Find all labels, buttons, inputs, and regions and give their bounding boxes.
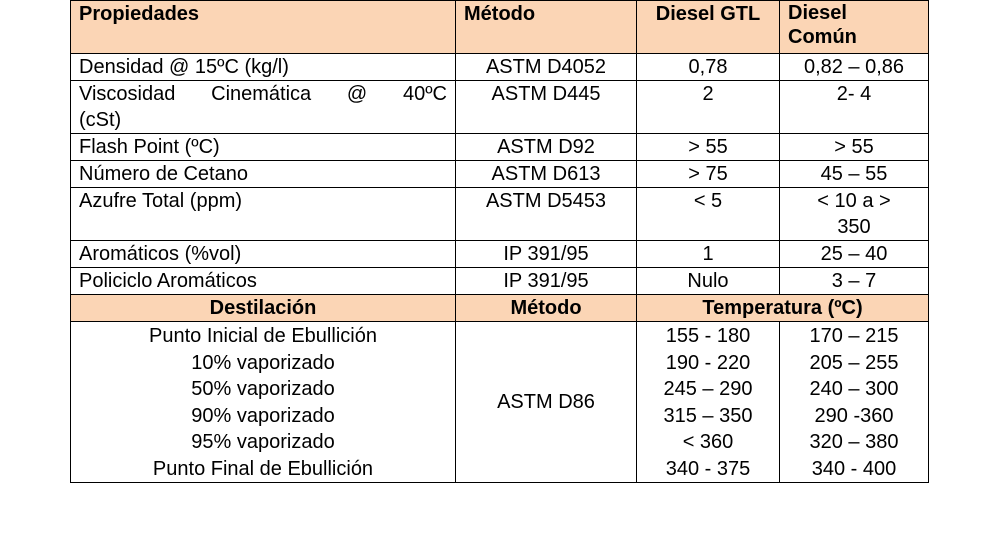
method-cell: ASTM D613	[456, 161, 637, 188]
distillation-gtl-value: 245 – 290	[663, 378, 753, 400]
method-cell: IP 391/95	[456, 241, 637, 268]
table-row	[71, 241, 929, 268]
gtl-value-cell: 2	[637, 81, 780, 134]
method-cell: ASTM D5453	[456, 188, 637, 241]
table-row	[71, 54, 929, 81]
distillation-comun-value: 240 – 300	[809, 378, 899, 400]
method-cell: ASTM D445	[456, 81, 637, 134]
table-row	[71, 81, 929, 134]
distillation-comun-value: 205 – 255	[809, 351, 899, 374]
gtl-value-cell: 0,78	[637, 54, 780, 81]
distillation-point-label: 95% vaporizado	[191, 431, 335, 453]
property-line: (cSt)	[79, 109, 122, 131]
distillation-point-label: Punto Final de Ebullición	[152, 457, 374, 480]
header-propiedades: Propiedades	[71, 1, 456, 54]
comun-value-cell: 45 – 55	[780, 161, 929, 188]
property-cell: Densidad @ 15ºC (kg/l)	[71, 54, 456, 81]
property-cell: Azufre Total (ppm)	[71, 188, 456, 241]
gtl-value-cell: 1	[637, 241, 780, 268]
property-cell	[71, 81, 456, 134]
gtl-value-cell: > 55	[637, 134, 780, 161]
comun-value-line: 350	[837, 216, 871, 238]
table-row	[71, 268, 929, 295]
property-cell: Flash Point (ºC)	[71, 134, 456, 161]
table-row	[71, 188, 929, 241]
comun-value-cell: 2- 4	[780, 81, 929, 134]
distillation-point-label: Punto Inicial de Ebullición	[149, 325, 377, 347]
comun-value-cell: 0,82 – 0,86	[780, 54, 929, 81]
method-cell: ASTM D4052	[456, 54, 637, 81]
distillation-point-label: 50% vaporizado	[191, 378, 335, 400]
comun-value-cell: > 55	[780, 134, 929, 161]
header-diesel-gtl: Diesel GTL	[637, 1, 780, 54]
distillation-comun-cell	[780, 322, 929, 483]
header-diesel-comun	[780, 1, 929, 54]
property-cell: Número de Cetano	[71, 161, 456, 188]
distillation-row	[71, 322, 929, 483]
gtl-value-cell: > 75	[637, 161, 780, 188]
distillation-gtl-value: 190 - 220	[665, 351, 751, 374]
header-temperatura: Temperatura (ºC)	[637, 295, 929, 322]
header-metodo-destilacion: Método	[456, 295, 637, 322]
property-line: Viscosidad Cinemática @ 40ºC	[79, 83, 447, 105]
comun-value-cell: 25 – 40	[780, 241, 929, 268]
header-destilacion: Destilación	[71, 295, 456, 322]
distillation-comun-value: 170 – 215	[809, 325, 899, 347]
property-cell: Policiclo Aromáticos	[71, 268, 456, 295]
comun-value-line: < 10 a >	[817, 190, 891, 212]
header-row	[71, 1, 929, 54]
gtl-value-cell: Nulo	[637, 268, 780, 295]
distillation-gtl-value: < 360	[682, 431, 734, 453]
comun-value-cell: 3 – 7	[780, 268, 929, 295]
distillation-gtl-value: 340 - 375	[665, 457, 751, 480]
distillation-gtl-value: 155 - 180	[665, 325, 751, 347]
distillation-point-label: 10% vaporizado	[191, 351, 335, 374]
header-diesel-comun-text: Diesel Común	[788, 2, 857, 48]
properties-table	[70, 0, 929, 483]
method-cell: ASTM D92	[456, 134, 637, 161]
method-cell: IP 391/95	[456, 268, 637, 295]
distillation-gtl-value: 315 – 350	[663, 404, 753, 427]
table-row	[71, 134, 929, 161]
header-metodo: Método	[456, 1, 637, 54]
distillation-comun-value: 290 -360	[814, 404, 894, 427]
distillation-comun-value: 340 - 400	[811, 457, 897, 480]
table-row	[71, 161, 929, 188]
distillation-method-cell: ASTM D86	[456, 322, 637, 483]
distillation-gtl-cell	[637, 322, 780, 483]
distillation-comun-value: 320 – 380	[809, 431, 899, 453]
distillation-point-label: 90% vaporizado	[191, 404, 335, 427]
gtl-value-cell: < 5	[637, 188, 780, 241]
distillation-header-row	[71, 295, 929, 322]
distillation-labels-cell	[71, 322, 456, 483]
property-cell: Aromáticos (%vol)	[71, 241, 456, 268]
comun-value-cell	[780, 188, 929, 241]
